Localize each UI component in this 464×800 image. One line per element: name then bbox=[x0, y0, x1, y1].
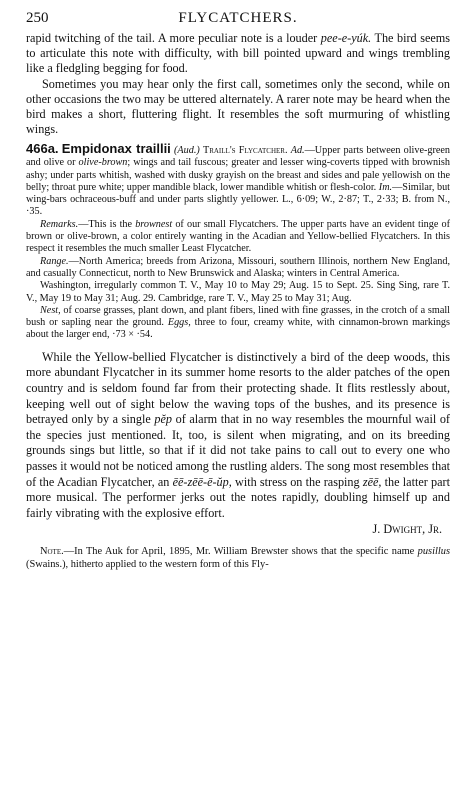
footnote bbox=[26, 545, 450, 571]
remarks-text: —This is the bbox=[78, 218, 136, 230]
song-note: ēē-zēē-ē-ŭp, bbox=[172, 474, 232, 489]
intro-paragraph-2: Sometimes you may hear only the first call, sometimes only the second, while on other occasions the two may be uttered alternately. A rarer note may be heard when the bird makes a short, fluttering flight. It resembles the soft murmuring of whistling wings. bbox=[26, 77, 450, 136]
intro-paragraph-1 bbox=[26, 31, 450, 76]
immature-description: —Similar, but wing-bars ochraceous-buff and under parts slightly yellower. L., 6·09; W., 2·87; T., 2·33; B. from N., ·35. bbox=[26, 181, 451, 218]
essay-text: While the Yellow-bellied Flycatcher is distinctively a bird of the deep woods, this more abundant Flycatcher in its summer home resorts to the alder patches of the open country and is seldom found far from their protecting shade. It flits restlessly about, keeping well out of sight below the waving tops of the bushes, and its presence is betrayed only by a single bbox=[26, 349, 450, 427]
running-title: FLYCATCHERS. bbox=[178, 10, 298, 26]
intro-text: rapid twitching of the tail. A more peculiar note is a louder bbox=[26, 31, 321, 45]
species-name: Empidonax traillii bbox=[61, 141, 171, 156]
range-label: Range. bbox=[40, 255, 69, 267]
note-emphasis: pusillus bbox=[417, 546, 450, 558]
species-number: 466a. bbox=[26, 141, 59, 156]
rasping-note: zēē, bbox=[362, 474, 382, 489]
eggs-text: three to four, creamy white, with cinnamon-brown markings about the larger end, ·73 × ·54. bbox=[26, 317, 450, 341]
note-label: Note. bbox=[40, 546, 64, 558]
running-head bbox=[26, 8, 450, 30]
adult-emphasis: olive-brown bbox=[78, 157, 128, 169]
note-text-cont: (Swains.), hitherto applied to the western form of this Fly- bbox=[26, 559, 269, 571]
page-number: 250 bbox=[26, 10, 49, 26]
range-text: —North America; breeds from Arizona, Missouri, southern Illinois, northern New England, and casually Connecticut, north to New Brunswick and Alaska; winters in Central America. bbox=[26, 255, 450, 279]
adult-description-cont: ; wings and tail fuscous; greater and lesser wing-coverts tipped with brownish ashy; under parts whitish, washed with dusky grayish on the breast and sides and pale yellowish on the belly; throat pure white; upper mandible black, lower mandible whitish or flesh-color. bbox=[26, 157, 450, 193]
eggs-label: Eggs, bbox=[167, 317, 191, 329]
nest-text: of coarse grasses, plant down, and plant fibers, lined with fine grasses, in the crotch of a small bush or sapling near the ground. bbox=[26, 304, 450, 329]
remarks-emphasis: brownest bbox=[135, 218, 173, 230]
common-name: Traill's Flycatcher. bbox=[202, 145, 288, 156]
essay-text-end: the latter part more musical. The performer jerks out the notes rapidly, doubling himself up and fairly vibrating with the explosive effort. bbox=[26, 474, 450, 520]
adult-description: —Upper parts between olive-green and olive or bbox=[26, 145, 451, 169]
range-paragraph bbox=[26, 256, 450, 281]
alarm-note: pĕp bbox=[154, 412, 172, 427]
nest-label: Nest, bbox=[40, 304, 61, 316]
remarks-paragraph bbox=[26, 219, 450, 256]
intro-text: The bird seems to articulate this note with difficulty, with bill pointed upward and wings trembling like a fledgling begging for food. bbox=[26, 31, 450, 75]
essay-text-cont: with stress on the rasping bbox=[231, 474, 363, 489]
remarks-text-cont: of our small Flycatchers. The upper parts have an evident tinge of brown or olive-brown, a color entirely wanting in the Acadian and Yellow-bellied Flycatchers. In this respect it resembles the much smaller Least Flycatcher. bbox=[26, 218, 450, 255]
records-paragraph: Washington, irregularly common T. V., May 10 to May 29; Aug. 15 to Sept. 25. Sing Sing, rare T. V., May 19 to May 31; Aug. 29. Cambridge, rare T. V., May 25 to May 31; Aug. bbox=[26, 280, 450, 304]
call-note: pee-e-yúk. bbox=[320, 31, 372, 45]
nest-paragraph bbox=[26, 305, 450, 342]
immature-label: Im. bbox=[378, 181, 393, 193]
note-text: —In The Auk for April, 1895, Mr. William Brewster shows that the specific name bbox=[63, 546, 418, 558]
adult-label: Ad. bbox=[290, 145, 305, 156]
section-spacer bbox=[26, 342, 450, 350]
remarks-label: Remarks. bbox=[40, 218, 79, 230]
species-description bbox=[26, 143, 450, 219]
species-authority: (Aud.) bbox=[174, 145, 200, 156]
author-signature: J. Dwight, Jr. bbox=[372, 522, 442, 537]
essay-text-cont: of alarm that in no way resembles the mournful wail of the species just mentioned. It, too, is silent when migrating, and on its breeding grounds sings but little, so that if it did not take pains to call out to every one who passes it would not be noticed among the rustling alders. The song most resembles that of the Acadian Flycatcher, an bbox=[26, 412, 450, 489]
essay-paragraph bbox=[26, 350, 450, 522]
